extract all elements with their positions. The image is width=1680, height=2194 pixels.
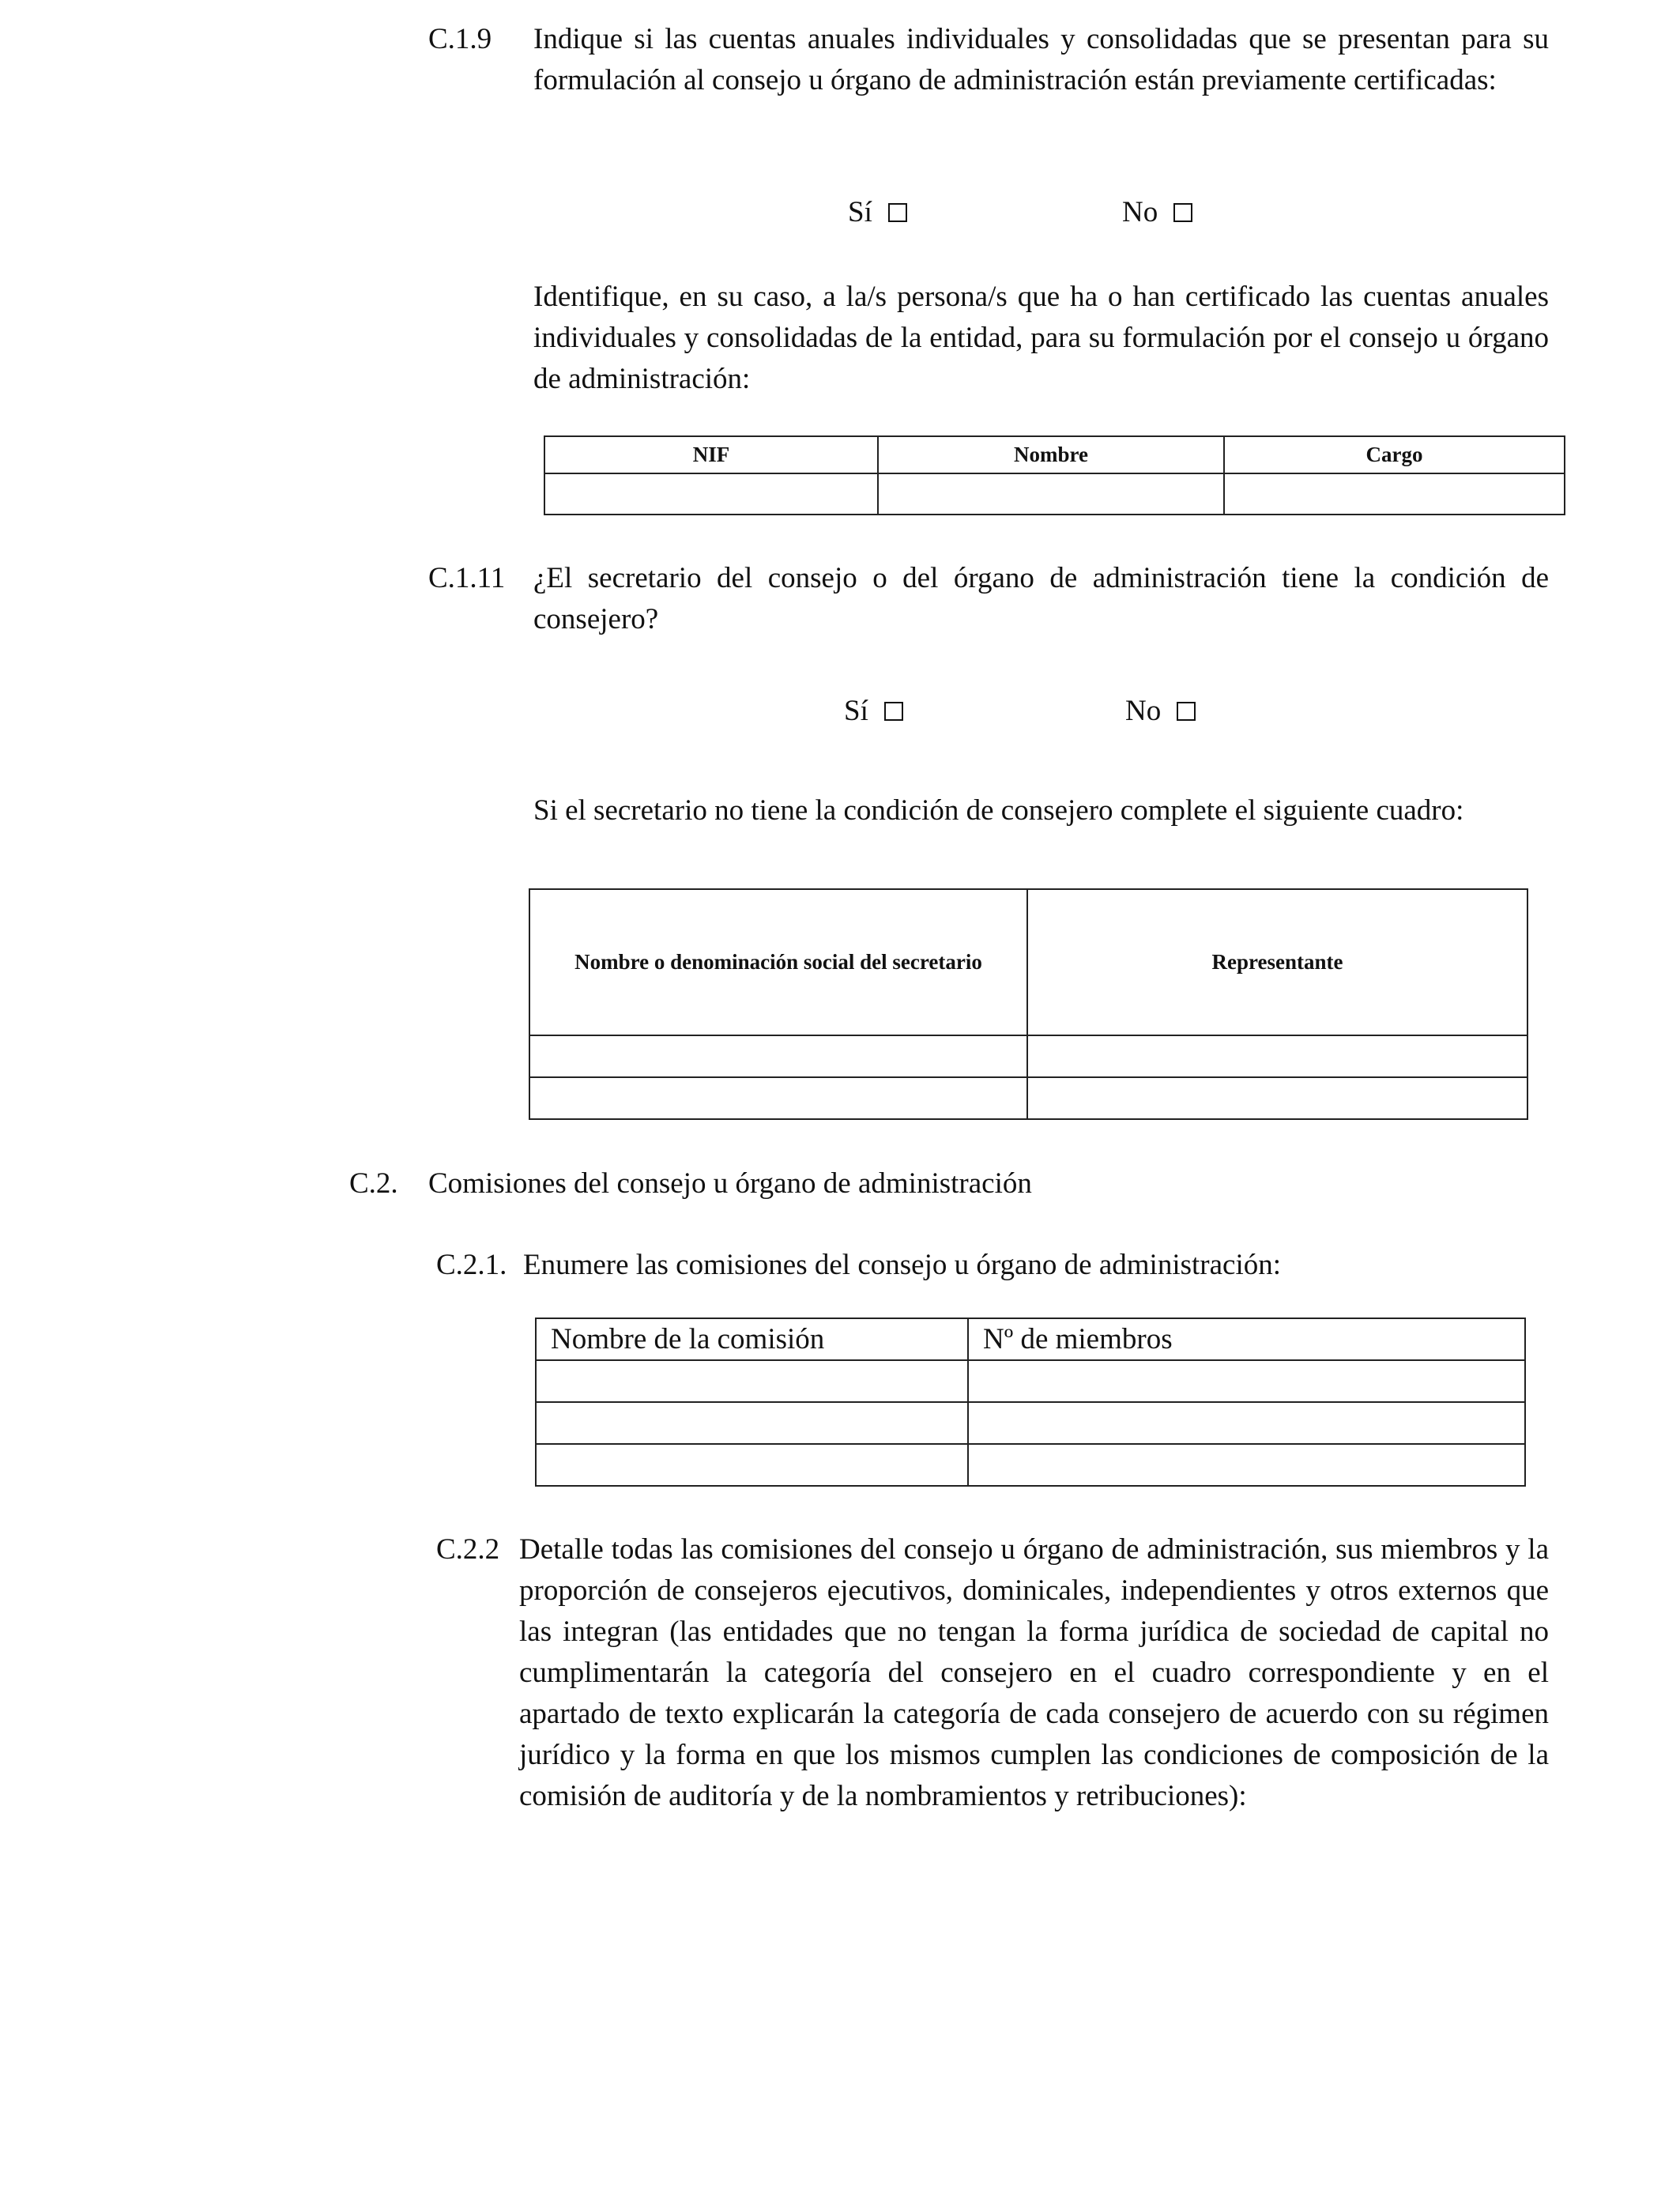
option-yes-c19[interactable] bbox=[848, 192, 907, 233]
question-text-c21: Enumere las comisiones del consejo u órgano de administración: bbox=[523, 1249, 1282, 1281]
checkbox-icon[interactable] bbox=[884, 702, 903, 721]
option-label: Sí bbox=[848, 196, 872, 228]
table-cell[interactable] bbox=[968, 1402, 1525, 1444]
table-cell[interactable] bbox=[968, 1444, 1525, 1486]
table-row bbox=[544, 473, 1565, 515]
question-text-c19: Indique si las cuentas anuales individuales y consolidadas que se presentan para su formulación al consejo u órgano de administración están previamente certificadas: bbox=[533, 23, 1549, 96]
table-header-row bbox=[544, 436, 1565, 473]
table-row bbox=[529, 1035, 1527, 1077]
question-number-c21: C.2.1. bbox=[436, 1249, 507, 1281]
table-cell[interactable] bbox=[878, 473, 1224, 515]
question-text-c111: ¿El secretario del consejo o del órgano de administración tiene la condición de consejero? bbox=[533, 562, 1549, 635]
section-title-c2: Comisiones del consejo u órgano de administración bbox=[428, 1167, 1032, 1200]
option-no-c19[interactable] bbox=[1122, 192, 1192, 233]
column-header: Nombre de la comisión bbox=[536, 1318, 968, 1360]
option-label: Sí bbox=[844, 695, 868, 727]
followup-text-c19: Identifique, en su caso, a la/s persona/s que ha o han certificado las cuentas anuales individuales y consolidadas de la entidad, para su formulación por el consejo u órgano de administración: bbox=[533, 281, 1549, 395]
column-header: Cargo bbox=[1224, 436, 1565, 473]
column-header: Nº de miembros bbox=[968, 1318, 1525, 1360]
secretary-table bbox=[529, 888, 1528, 1120]
question-number-c19: C.1.9 bbox=[428, 23, 492, 55]
checkbox-icon[interactable] bbox=[888, 203, 907, 222]
table-cell[interactable] bbox=[1027, 1077, 1527, 1119]
table-cell[interactable] bbox=[536, 1360, 968, 1402]
table-cell[interactable] bbox=[536, 1402, 968, 1444]
table-row bbox=[529, 1077, 1527, 1119]
column-header: Nombre bbox=[878, 436, 1224, 473]
question-number-c22: C.2.2 bbox=[436, 1533, 500, 1566]
option-label: No bbox=[1125, 695, 1162, 727]
column-header: Representante bbox=[1027, 889, 1527, 1035]
column-header: Nombre o denominación social del secretario bbox=[529, 889, 1027, 1035]
table-cell[interactable] bbox=[529, 1077, 1027, 1119]
checkbox-icon[interactable] bbox=[1177, 702, 1196, 721]
table-row bbox=[536, 1360, 1525, 1402]
committees-table bbox=[535, 1318, 1526, 1487]
section-number-c2: C.2. bbox=[349, 1167, 398, 1200]
table-header-row bbox=[529, 889, 1527, 1035]
table-row bbox=[536, 1402, 1525, 1444]
column-header: NIF bbox=[544, 436, 878, 473]
table-cell[interactable] bbox=[968, 1360, 1525, 1402]
certifiers-table bbox=[544, 435, 1565, 515]
table-header-row bbox=[536, 1318, 1525, 1360]
option-yes-c111[interactable] bbox=[844, 691, 903, 732]
option-label: No bbox=[1122, 196, 1158, 228]
option-no-c111[interactable] bbox=[1125, 691, 1196, 732]
table-cell[interactable] bbox=[1224, 473, 1565, 515]
checkbox-icon[interactable] bbox=[1173, 203, 1192, 222]
table-cell[interactable] bbox=[1027, 1035, 1527, 1077]
followup-text-c111: Si el secretario no tiene la condición de consejero complete el siguiente cuadro: bbox=[533, 794, 1464, 827]
table-row bbox=[536, 1444, 1525, 1486]
question-number-c111: C.1.11 bbox=[428, 562, 506, 594]
table-cell[interactable] bbox=[529, 1035, 1027, 1077]
question-text-c22: Detalle todas las comisiones del consejo u órgano de administración, sus miembros y la proporción de consejeros ejecutivos, dominicales, independientes y otros externos que las integran (las entidades que no tengan la forma jurídica de sociedad de capital no cumplimentarán la categoría del consejero en el cuadro correspondiente y en el apartado de texto explicarán la categoría de cada consejero de acuerdo con su régimen jurídico y la forma en que los mismos cumplen las condiciones de composición de la comisión de auditoría y de la nombramientos y retribuciones): bbox=[519, 1533, 1549, 1812]
table-cell[interactable] bbox=[544, 473, 878, 515]
table-cell[interactable] bbox=[536, 1444, 968, 1486]
